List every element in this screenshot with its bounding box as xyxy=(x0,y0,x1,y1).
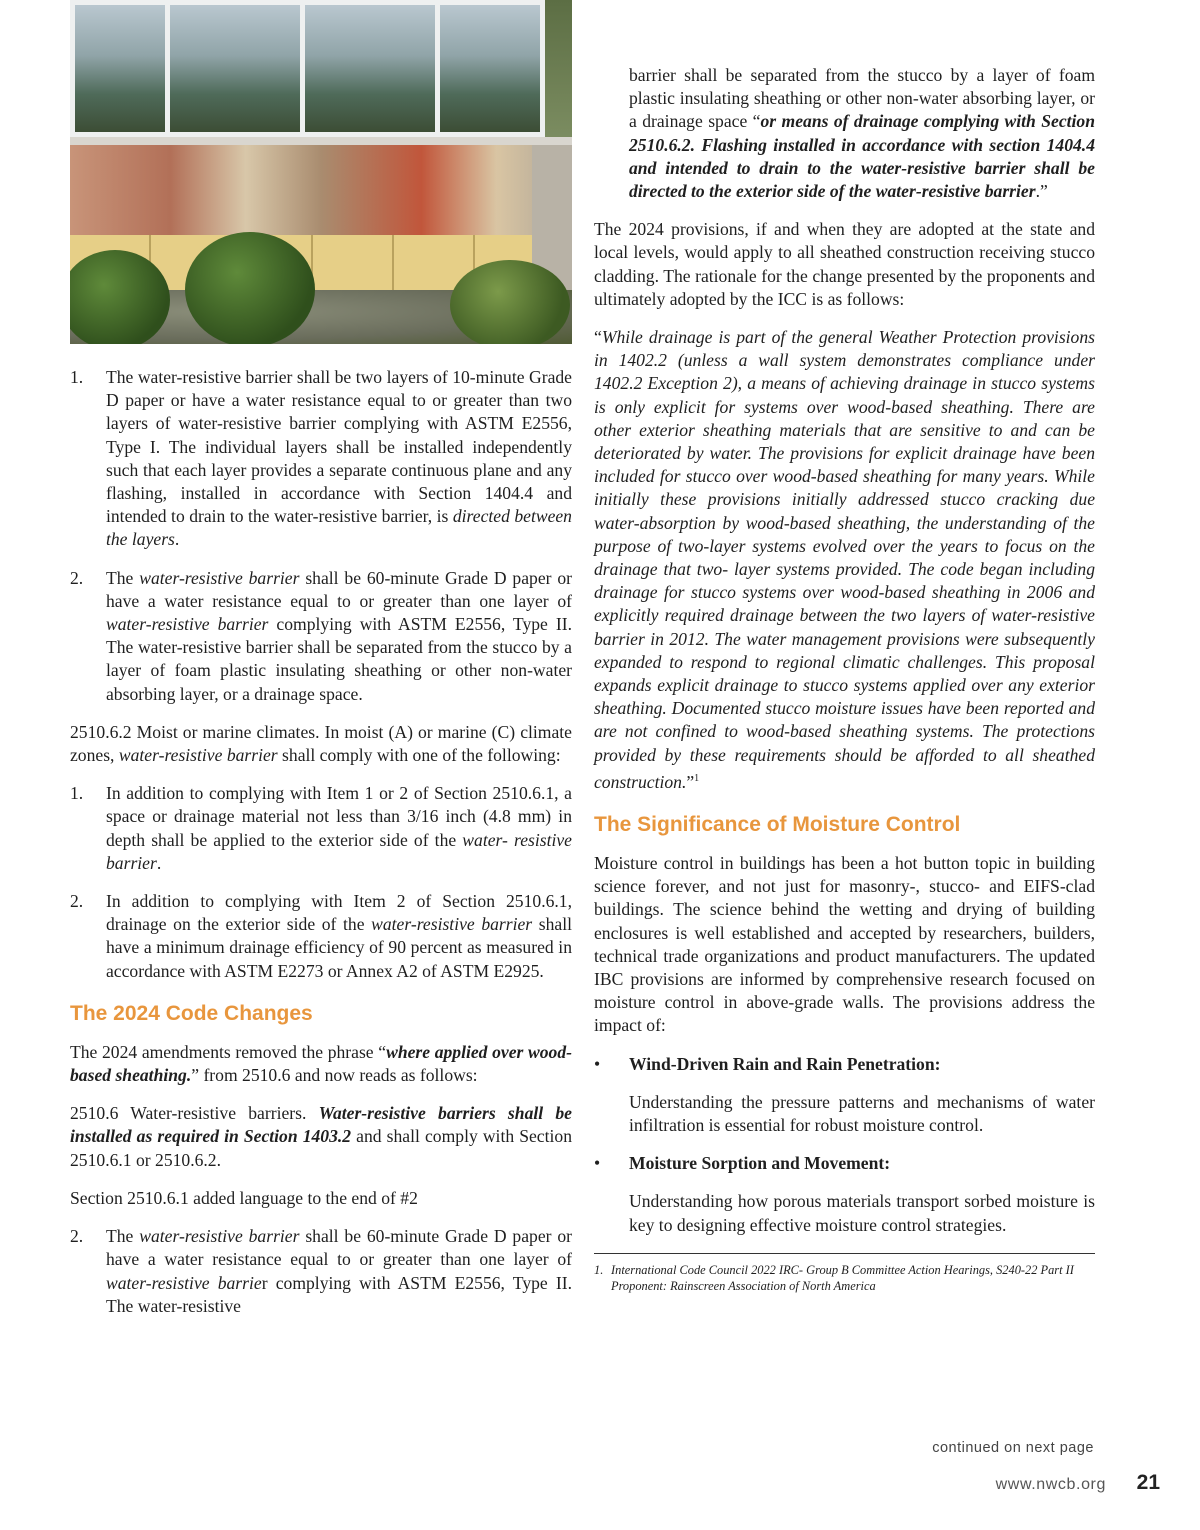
bullet-item: • Moisture Sorption and Movement: xyxy=(594,1152,1095,1175)
paragraph-added-language: Section 2510.6.1 added language to the end of #2 xyxy=(70,1187,418,1208)
bullet-item: • Wind-Driven Rain and Rain Penetration: xyxy=(594,1053,1095,1076)
footnote-divider xyxy=(594,1253,1095,1254)
paragraph-2510-6: 2510.6 Water-resistive barriers. Water-resistive barriers shall be installed as required in Section 1403.2 and shall comply with Section 2510.6.1 or 2510.6.2. xyxy=(70,1103,572,1170)
paragraph-2024-provisions: The 2024 provisions, if and when they are adopted at the state and local levels, would apply to all sheathed construction receiving stucco cladding. The rationale for the change presented by the proponents and ultimately adopted by the ICC is as follows: xyxy=(594,219,1095,309)
footnote: 1. International Code Council 2022 IRC- Group B Committee Action Hearings, S240-22 Part II Proponent: Rainscreen Association of North America xyxy=(594,1262,1074,1294)
list-2510-6-1 xyxy=(70,366,572,706)
bullet-item-text: Understanding how porous materials transport sorbed moisture is key to designing effective moisture control strategies. xyxy=(629,1191,1095,1235)
building-wall-photo xyxy=(70,0,572,344)
bullet-icon: • xyxy=(594,1053,601,1074)
bullet-icon: • xyxy=(594,1153,601,1174)
bullet-item-text: Understanding the pressure patterns and mechanisms of water infiltration is essential for robust moisture control. xyxy=(629,1091,1095,1135)
bullet-list xyxy=(594,1053,1095,1237)
website-link[interactable]: www.nwcb.org xyxy=(995,1476,1106,1493)
list-item: 1. The water-resistive barrier shall be two layers of 10-minute Grade D paper or have a water resistance equal to or greater than two layers of water-resistive barrier complying with ASTM E2556, Type I. The individual layers shall be installed independently such that each layer provides a separate continuous plane and any flashing, installed in accordance with Section 1404.4 and intended to drain to the water-resistive barrier, is directed between the layers. xyxy=(70,367,572,550)
list-item: 1. In addition to complying with Item 1 or 2 of Section 2510.6.1, a space or drainage material not less than 3/16 inch (4.8 mm) in depth shall be applied to the exterior side of the water- resistive barrier. xyxy=(70,783,572,873)
list-added-item xyxy=(70,1225,572,1318)
section-heading-moisture-control: The Significance of Moisture Control xyxy=(594,812,961,836)
paragraph-amendments: The 2024 amendments removed the phrase “where applied over wood-based sheathing.” from 2510.6 and now reads as follows: xyxy=(70,1041,572,1086)
list-item: 2. The water-resistive barrier shall be 60-minute Grade D paper or have a water resistance equal to or greater than one layer of water-resistive barrier complying with ASTM E2556, Type II. The water-resistive barrier shall be separated from the stucco by a layer of foam plastic insulating sheathing or other non-water absorbing layer, or a drainage space. xyxy=(70,567,572,704)
list-item: 2. In addition to complying with Item 2 of Section 2510.6.1, drainage on the exterior side of the water-resistive barrier shall have a minimum drainage efficiency of 90 percent as measured in accordance with ASTM E2273 or Annex A2 of ASTM E2925. xyxy=(70,891,572,981)
section-heading-code-changes: The 2024 Code Changes xyxy=(70,1001,313,1025)
list-item: 2. The water-resistive barrier shall be 60-minute Grade D paper or have a water resistance equal to or greater than one layer of water-resistive barrier complying with ASTM E2556, Type II. The water-resistive xyxy=(70,1226,572,1316)
right-column xyxy=(594,64,1095,1295)
list-2510-6-2 xyxy=(70,782,572,983)
paragraph-continued-item: barrier shall be separated from the stucco by a layer of foam plastic insulating sheathing or other non-water absorbing layer, or a drainage space “or means of drainage complying with Section 2510.6.2. Flashing installed in accordance with section 1404.4 and intended to drain to the water-resistive barrier shall be directed to the exterior side of the water-resistive barrier.” xyxy=(629,65,1095,202)
paragraph-moisture-control: Moisture control in buildings has been a hot button topic in building science forever, and not just for masonry-, stucco- and EIFS-clad buildings. The science behind the wetting and drying of building enclosures is well established and accepted by researchers, builders, technical trade organizations and product manufacturers. The updated IBC provisions are informed by comprehensive research focused on moisture control in above-grade walls. The provisions address the impact of: xyxy=(594,852,1095,1036)
paragraph-2510-6-2: 2510.6.2 Moist or marine climates. In moist (A) or marine (C) climate zones, water-resistive barrier shall comply with one of the following: xyxy=(70,721,572,766)
rationale-quote: “While drainage is part of the general Weather Protection provisions in 1402.2 (unless a wall system demonstrates compliance under 1402.2 Exception 2), a means of achieving drainage in stucco systems is only explicit for systems over wood-based sheathing. There are other exterior sheathing materials that are sensitive to and can be deteriorated by water. The provisions for explicit drainage have been included for stucco over wood-based sheathing for many years. While initially these provisions initially addressed stucco cracking due water-absorption by wood-based sheathing, the understanding of the purpose of two-layer systems evolved over the years to focus on the drainage that two- layer systems provided. The code began including drainage for stucco systems over wood-based sheathing in 2006 and explicitly required drainage between the two layers of water-resistive barrier in 2012. The water management provisions were subsequently expanded to respond to regional climatic challenges. This proposal expands explicit drainage to stucco systems applied over any exterior sheathing. Documented stucco moisture issues have been reported and are not confined to wood-based sheathing systems. The protections provided by these requirements should be afforded to all sheathed construction.”$^1$ xyxy=(594,327,1095,792)
left-column xyxy=(70,0,572,1333)
continued-label: continued on next page xyxy=(932,1440,1094,1456)
page-number: 21 xyxy=(1136,1471,1160,1494)
